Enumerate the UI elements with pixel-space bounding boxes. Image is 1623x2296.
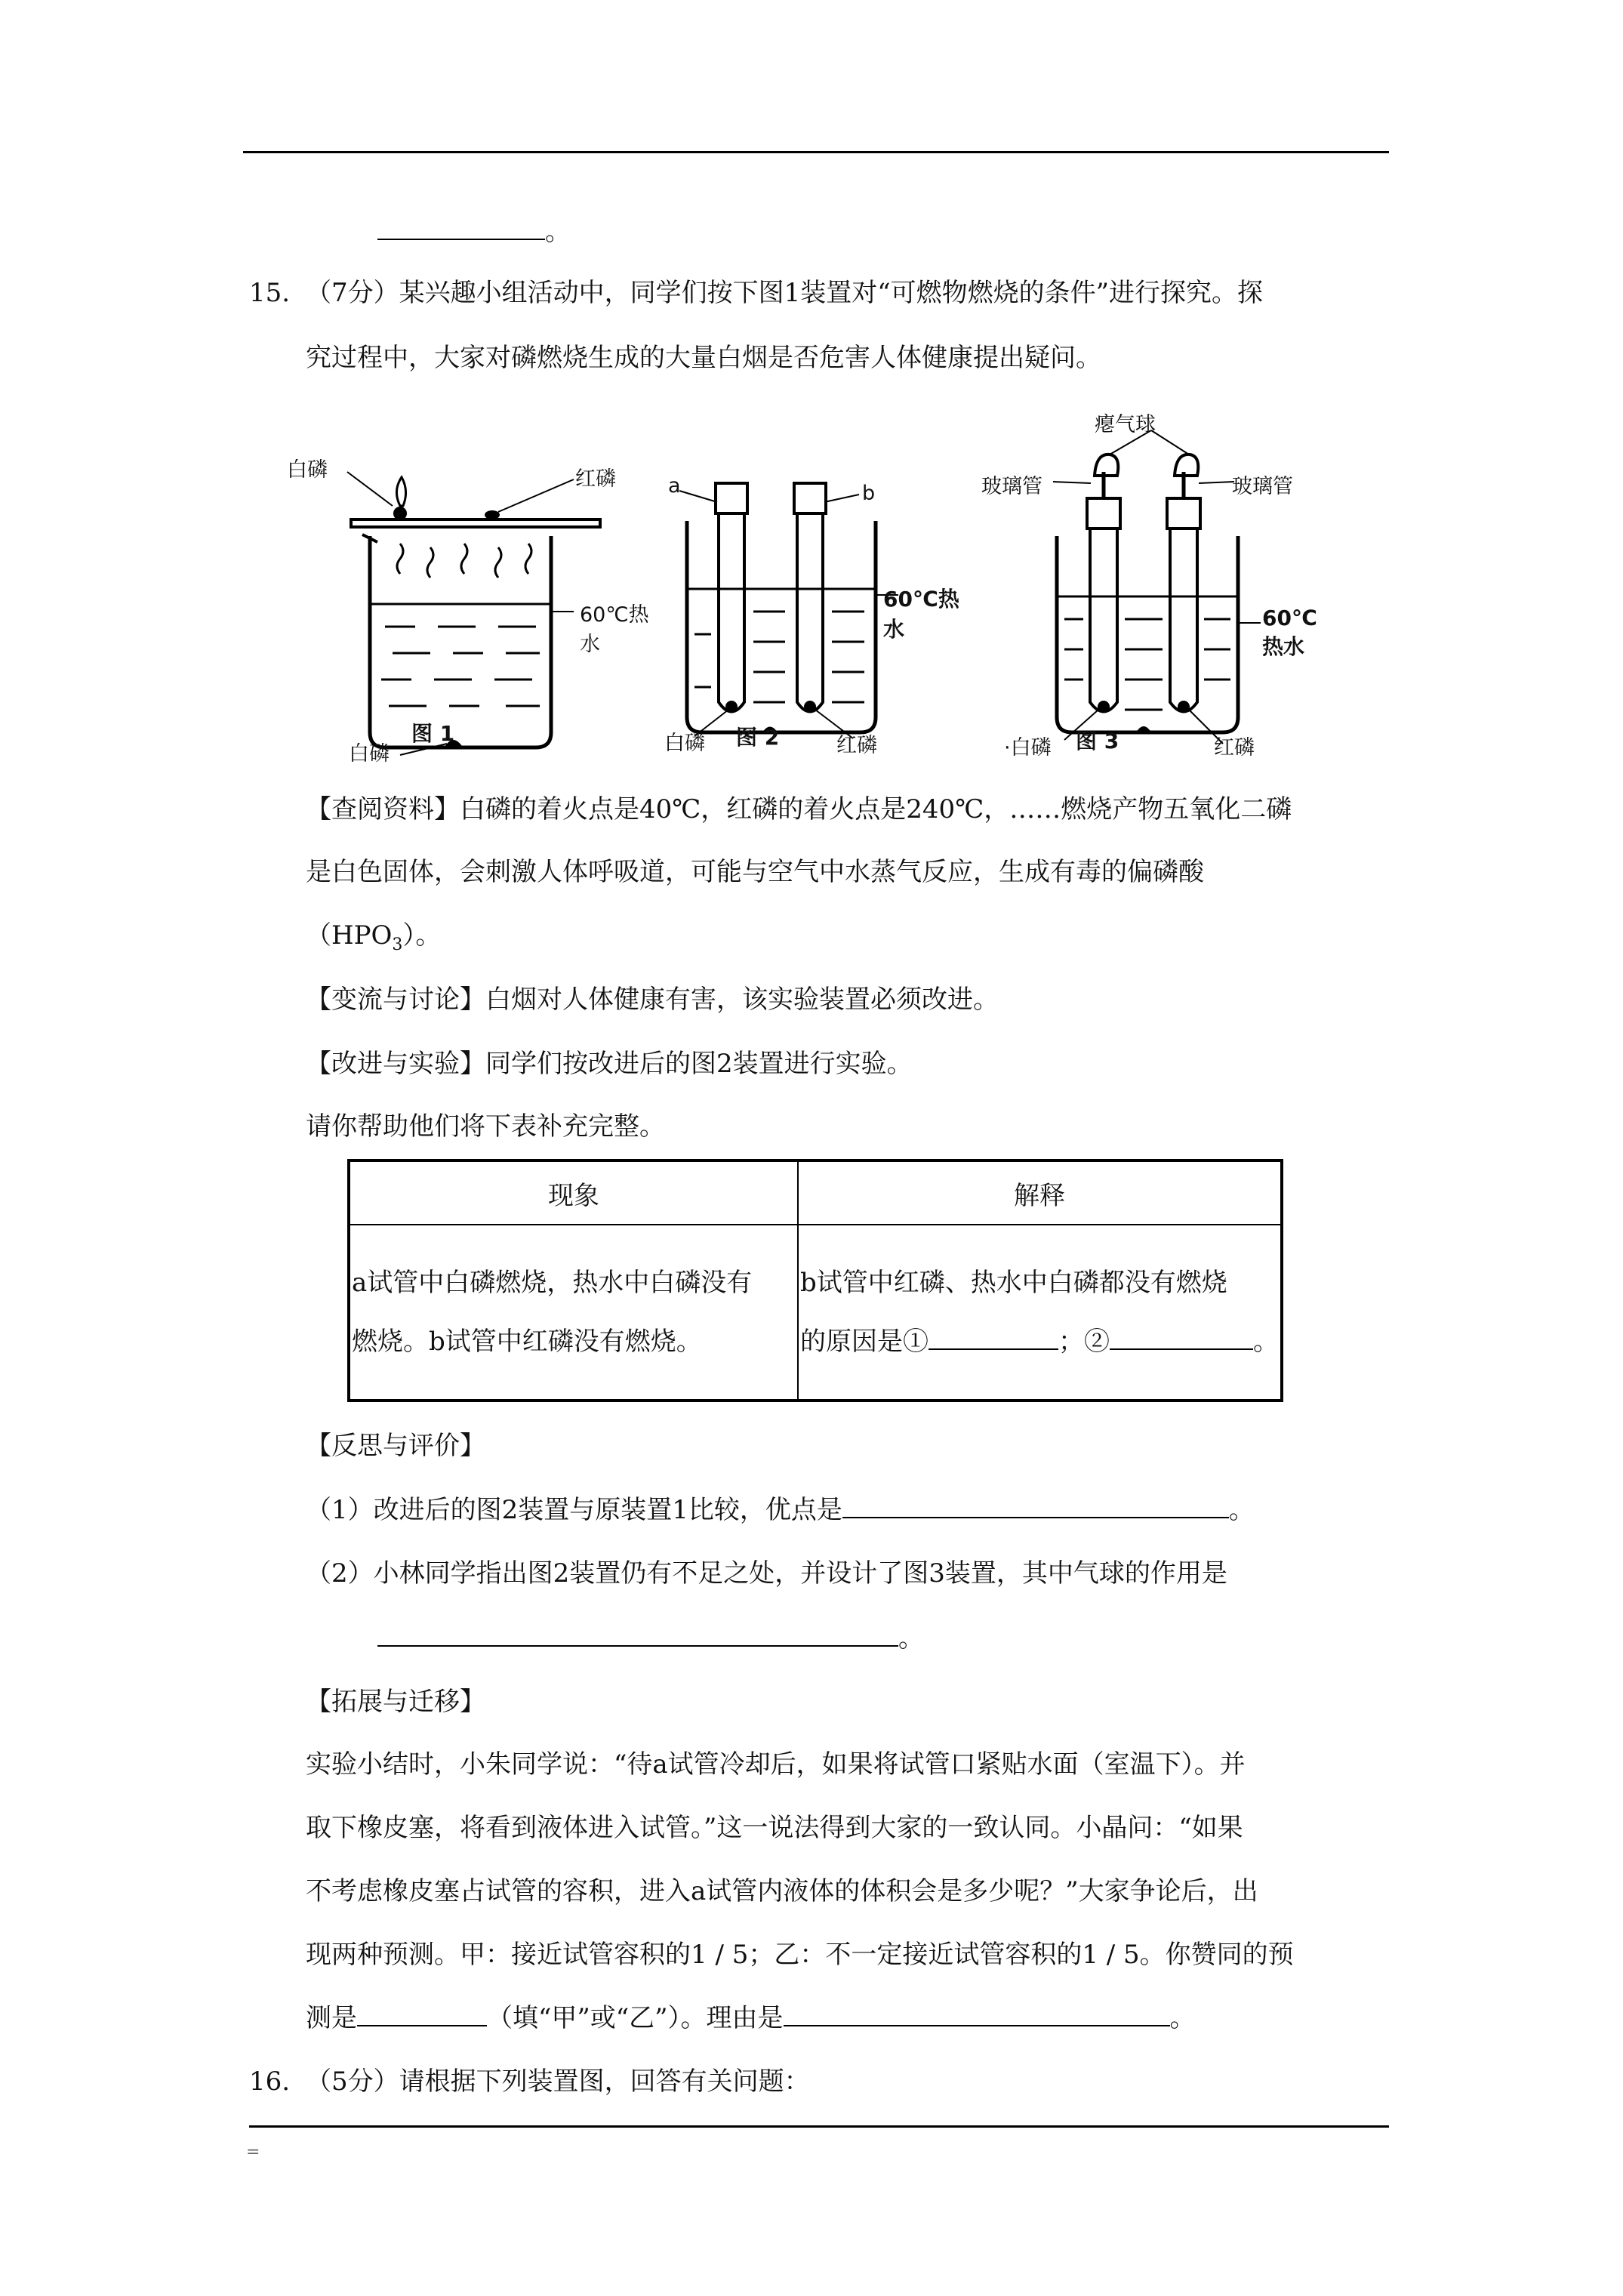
- fig1-hot-water-label: 60℃热水: [580, 603, 649, 656]
- footer-mark: =: [246, 2143, 260, 2162]
- extension-line-2: 取下橡皮塞，将看到液体进入试管。”这一说法得到大家的一致认同。小晶问：“如果: [306, 1813, 1243, 1843]
- q15-intro-line-1: （7分）某兴趣小组活动中，同学们按下图1装置对“可燃物燃烧的条件”进行探究。探: [306, 278, 1264, 308]
- fill-table-prompt: 请你帮助他们将下表补充完整。: [306, 1111, 665, 1142]
- footer-rule: [249, 2125, 1389, 2128]
- reason-2-blank[interactable]: [1110, 1326, 1253, 1350]
- reference-data-line-2: 是白色固体，会刺激人体呼吸道，可能与空气中水蒸气反应，生成有毒的偏磷酸: [306, 857, 1204, 887]
- answer-blank[interactable]: [377, 216, 545, 240]
- table-cell-explanation: b试管中红磷、热水中白磷都没有燃烧 的原因是① ；② 。: [798, 1225, 1282, 1401]
- fig1-caption: 图 1: [411, 721, 455, 746]
- q15-intro-line-2: 究过程中，大家对磷燃烧生成的大量白烟是否危害人体健康提出疑问。: [306, 343, 1101, 373]
- q16-number: 16.: [249, 2066, 291, 2097]
- fig3-balloon-label: 瘪气球: [1095, 413, 1156, 436]
- extension-line-5: 测是 （填“甲”或“乙”）。理由是 。: [306, 2003, 1196, 2033]
- extension-line-3: 不考虑橡皮塞占试管的容积，进入a试管内液体的体积会是多少呢？”大家争论后，出: [306, 1876, 1258, 1906]
- q16-text: （5分）请根据下列装置图，回答有关问题：: [306, 2066, 810, 2097]
- fig3-glass-tube-right-label: 玻璃管: [1232, 475, 1293, 498]
- reason-blank[interactable]: [784, 2002, 1170, 2026]
- balloon-purpose-line: 。: [377, 1622, 924, 1655]
- fig2-a-label: a: [668, 474, 681, 498]
- figure-2: [664, 461, 966, 757]
- fig2-b-label: b: [862, 482, 876, 505]
- reference-data-line-1: 【查阅资料】白磷的着火点是40℃，红磷的着火点是240℃，……燃烧产物五氧化二磷: [306, 794, 1292, 824]
- q15-number: 15.: [249, 278, 291, 308]
- reason-1-blank[interactable]: [929, 1326, 1058, 1350]
- balloon-purpose-blank[interactable]: [377, 1623, 898, 1647]
- previous-answer-line: 。: [377, 215, 571, 248]
- fig2-white-p-label: 白磷: [664, 732, 705, 755]
- discussion-line: 【变流与讨论】白烟对人体健康有害，该实验装置必须改进。: [306, 985, 999, 1015]
- reflection-q1: （1）改进后的图2装置与原装置1比较，优点是 。: [306, 1495, 1255, 1525]
- extension-line-1: 实验小结时，小朱同学说：“待a试管冷却后，如果将试管口紧贴水面（室温下）。并: [306, 1749, 1246, 1780]
- fig3-caption: 图 3: [1076, 729, 1119, 754]
- figure-1: [287, 438, 649, 766]
- reflection-q2: （2）小林同学指出图2装置仍有不足之处，并设计了图3装置，其中气球的作用是: [306, 1558, 1227, 1589]
- header-rule: [243, 151, 1389, 153]
- improvement-line: 【改进与实验】同学们按改进后的图2装置进行实验。: [306, 1049, 913, 1079]
- fig3-white-p-label: ·白磷: [1004, 736, 1052, 760]
- table-header-row: [349, 1160, 1282, 1225]
- fig3-hot-water-label: 60℃热水: [1262, 606, 1317, 659]
- advantage-blank[interactable]: [842, 1494, 1229, 1518]
- fig3-glass-tube-left-label: 玻璃管: [981, 475, 1042, 498]
- table-header-explanation: 解释: [798, 1160, 1282, 1225]
- extension-title: 【拓展与迁移】: [306, 1687, 485, 1717]
- figure-3-drawing: [974, 408, 1336, 755]
- table-cell-phenomenon: a试管中白磷燃烧，热水中白磷没有 燃烧。b试管中红磷没有燃烧。: [349, 1225, 798, 1401]
- table-header-phenomenon: 现象: [349, 1160, 798, 1225]
- figure-3: [974, 408, 1336, 760]
- extension-line-4: 现两种预测。甲：接近试管容积的1 / 5；乙：不一定接近试管容积的1 / 5。你赞同的预: [306, 1940, 1294, 1970]
- fig2-caption: 图 2: [736, 725, 780, 750]
- fig3-red-p-label: 红磷: [1214, 736, 1255, 760]
- table-row: [349, 1225, 1282, 1401]
- reference-data-line-3: $(HPO_3)$。: [306, 920, 442, 954]
- fig2-hot-water-label: 60℃热水: [883, 587, 959, 642]
- fig1-white-p-bottom-label: 白磷: [349, 742, 390, 766]
- prediction-blank[interactable]: [357, 2002, 487, 2026]
- reflection-title: 【反思与评价】: [306, 1431, 485, 1461]
- observation-table: [347, 1159, 1283, 1402]
- fig2-red-p-label: 红磷: [836, 734, 877, 757]
- fig1-red-p-label: 红磷: [575, 467, 616, 491]
- fig1-white-p-top-label: 白磷: [287, 458, 328, 482]
